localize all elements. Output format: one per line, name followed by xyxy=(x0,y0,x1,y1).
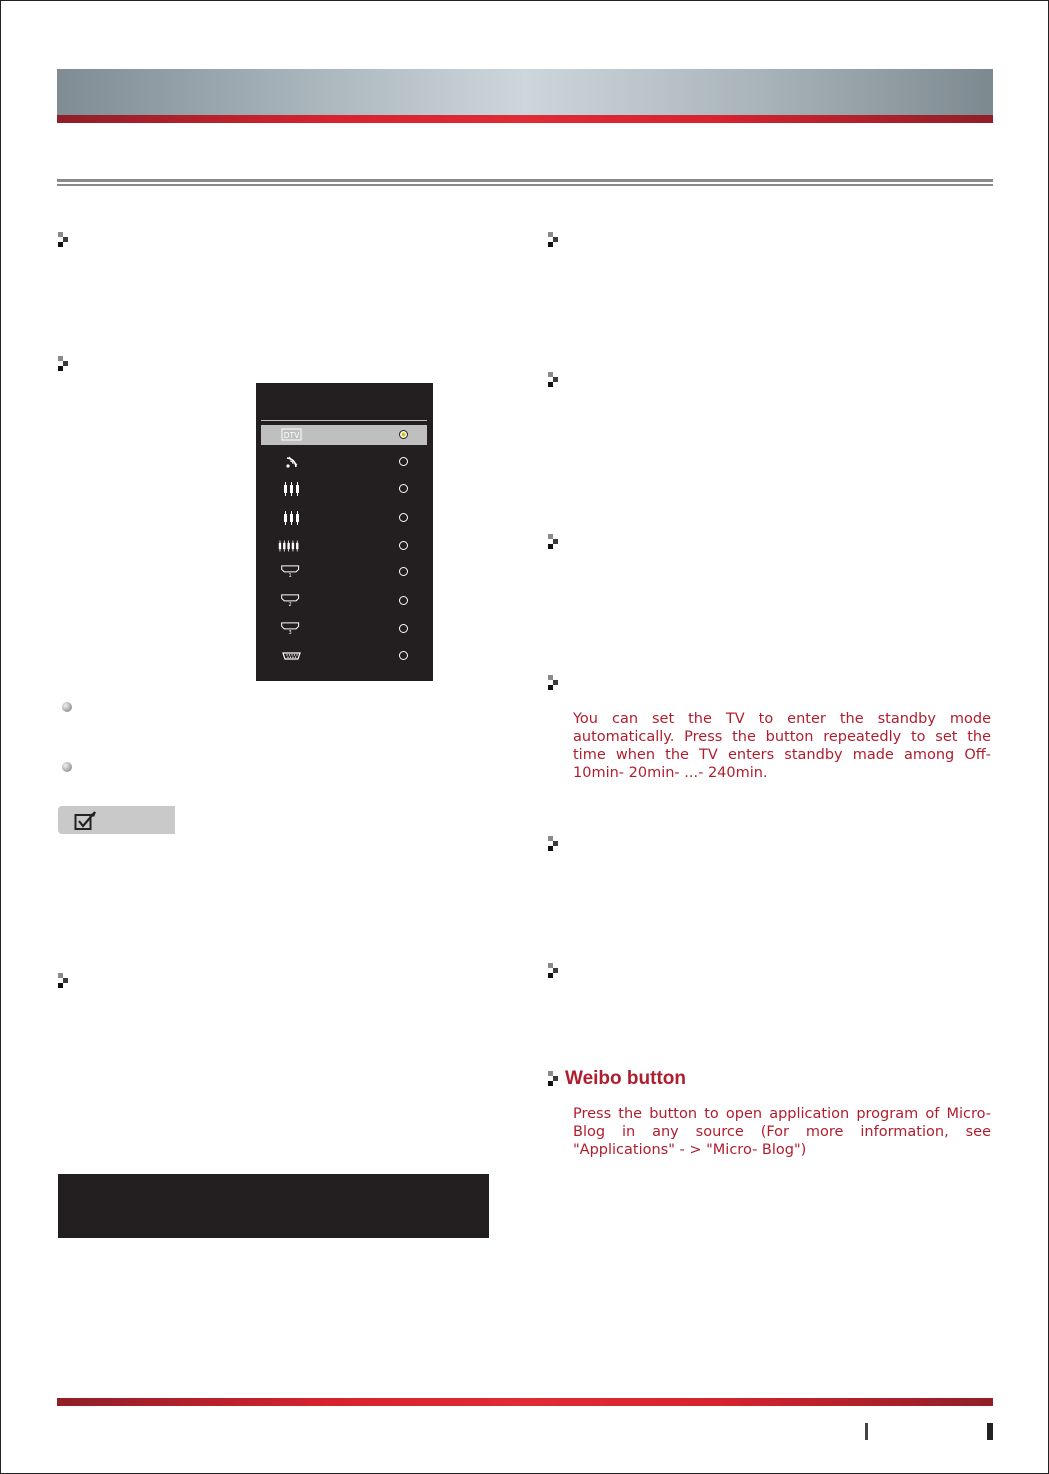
note-checkbox-icon xyxy=(74,811,98,831)
source-item-hdmi2[interactable] xyxy=(261,591,427,611)
av2-icon xyxy=(281,510,303,526)
radio-icon xyxy=(399,624,408,633)
hdmi-number: 3 xyxy=(288,629,292,636)
source-item-component[interactable] xyxy=(261,536,427,556)
header-band xyxy=(57,69,993,115)
radio-icon xyxy=(399,541,408,550)
radio-icon xyxy=(399,484,408,493)
source-item-hdmi1[interactable] xyxy=(261,562,427,582)
black-panel xyxy=(58,1174,489,1238)
sleep-description: You can set the TV to enter the standby mode automatically. Press the button repeatedly to set the time when the TV enters standby made among Off- 10min- 20min- ...- 240min. xyxy=(573,711,991,781)
round-bullet-icon xyxy=(62,702,72,712)
section-divider xyxy=(57,179,993,186)
satellite-icon xyxy=(281,454,303,470)
round-bullet-icon xyxy=(62,762,72,772)
hdmi1-icon xyxy=(280,563,302,579)
bullet-marker-icon xyxy=(58,356,70,372)
radio-icon xyxy=(399,567,408,576)
source-menu xyxy=(256,383,433,681)
source-item-satellite[interactable] xyxy=(261,452,427,472)
weibo-title: Weibo button xyxy=(565,1068,687,1089)
radio-icon xyxy=(399,513,408,522)
weibo-description: Press the button to open application program of Micro-Blog in any source (For more information, see "Applications" - > "Micro- Blog") xyxy=(573,1106,991,1158)
bullet-marker-icon xyxy=(58,973,70,989)
dtv-label: DTV xyxy=(283,431,300,440)
av1-icon xyxy=(281,481,303,497)
bullet-marker-icon xyxy=(548,963,560,979)
hdmi2-icon xyxy=(280,592,302,608)
footer-red-stripe xyxy=(57,1398,993,1406)
source-item-av1[interactable] xyxy=(261,479,427,499)
footer-tab-mark xyxy=(987,1423,993,1440)
source-item-dtv[interactable] xyxy=(261,425,427,445)
bullet-marker-icon xyxy=(548,1071,560,1087)
menu-divider xyxy=(261,420,427,421)
source-item-vga[interactable] xyxy=(261,646,427,666)
bullet-marker-icon xyxy=(548,836,560,852)
bullet-marker-icon xyxy=(548,534,560,550)
radio-icon xyxy=(399,457,408,466)
radio-icon xyxy=(399,651,408,660)
component-icon xyxy=(278,538,300,554)
bullet-marker-icon xyxy=(548,675,560,691)
hdmi-number: 2 xyxy=(288,601,292,608)
radio-selected-icon xyxy=(399,430,408,439)
bullet-marker-icon xyxy=(548,372,560,388)
footer-divider xyxy=(865,1423,868,1440)
radio-icon xyxy=(399,596,408,605)
bullet-marker-icon xyxy=(548,232,560,248)
hdmi3-icon xyxy=(280,620,302,636)
source-item-av2[interactable] xyxy=(261,508,427,528)
hdmi-number: 1 xyxy=(288,572,292,579)
note-tab xyxy=(58,806,175,834)
header-red-stripe xyxy=(57,115,993,123)
dtv-icon xyxy=(281,427,303,443)
bullet-marker-icon xyxy=(58,232,70,248)
vga-icon xyxy=(281,648,303,664)
source-item-hdmi3[interactable] xyxy=(261,619,427,639)
